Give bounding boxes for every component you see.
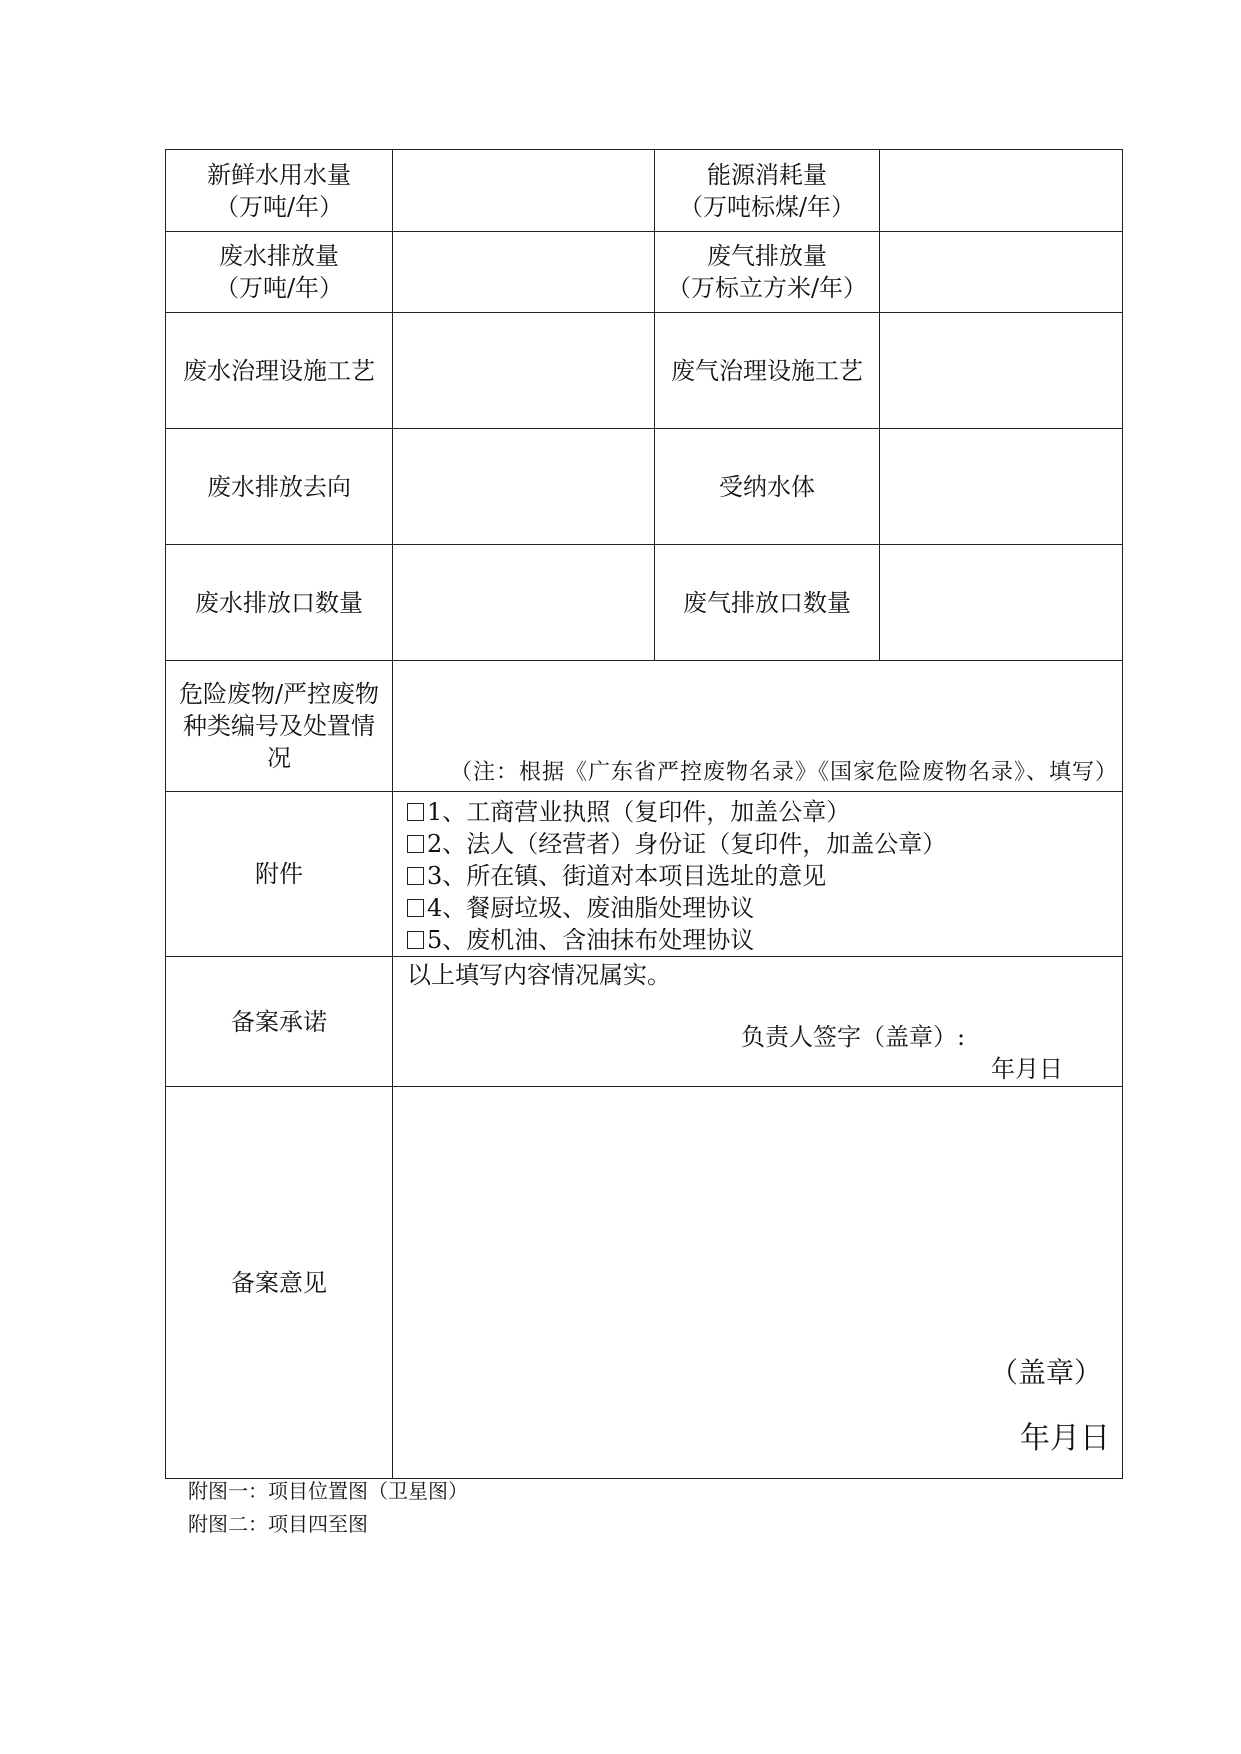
promise-date: 年月日 (991, 1055, 1063, 1083)
filing-promise-cell (393, 957, 1123, 1087)
filing-promise-label: 备案承诺 (166, 957, 393, 1087)
receiving-water-label: 受纳水体 (655, 429, 880, 545)
hazardous-waste-value[interactable] (393, 661, 1123, 792)
waste-gas-discharge-value[interactable] (880, 232, 1123, 313)
attachment-item: 5、废机油、含油抹布处理协议 (407, 924, 1122, 956)
wastewater-process-value[interactable] (393, 313, 655, 429)
waste-gas-discharge-label: 废气排放量 （万标立方米/年） (655, 232, 880, 313)
wastewater-destination-value[interactable] (393, 429, 655, 545)
registration-form-table (165, 149, 1123, 1479)
energy-consumption-value[interactable] (880, 150, 1123, 232)
table-row (166, 313, 1123, 429)
table-row (166, 661, 1123, 792)
appendix-figure-2: 附图二：项目四至图 (188, 1512, 368, 1536)
wastewater-process-label: 废水治理设施工艺 (166, 313, 393, 429)
wastewater-discharge-label: 废水排放量 （万吨/年） (166, 232, 393, 313)
checkbox-icon[interactable] (407, 899, 424, 917)
receiving-water-value[interactable] (880, 429, 1123, 545)
attachments-list (393, 792, 1122, 956)
promise-statement: 以上填写内容情况属实。 (407, 961, 671, 989)
attachment-item: 4、餐厨垃圾、废油脂处理协议 (407, 892, 1122, 924)
checkbox-icon[interactable] (407, 867, 424, 885)
waste-gas-process-label: 废气治理设施工艺 (655, 313, 880, 429)
table-row (166, 429, 1123, 545)
attachment-item: 2、法人（经营者）身份证（复印件，加盖公章） (407, 828, 1122, 860)
hazardous-waste-note: （注：根据《广东省严控废物名录》《国家危险废物名录》、填写） (449, 760, 1118, 785)
appendix-figure-1: 附图一：项目位置图（卫星图） (188, 1479, 468, 1503)
attachments-list-cell (393, 792, 1123, 957)
attachment-item: 3、所在镇、街道对本项目选址的意见 (407, 860, 1122, 892)
fresh-water-value[interactable] (393, 150, 655, 232)
filing-opinion-cell[interactable] (393, 1087, 1123, 1479)
hazardous-waste-label: 危险废物/严控废物 种类编号及处置情 况 (166, 661, 393, 792)
table-row (166, 792, 1123, 957)
table-row (166, 1087, 1123, 1479)
table-row (166, 150, 1123, 232)
opinion-seal: （盖章） (989, 1356, 1102, 1389)
waste-gas-process-value[interactable] (880, 313, 1123, 429)
fresh-water-label: 新鲜水用水量 （万吨/年） (166, 150, 393, 232)
table-row (166, 957, 1123, 1087)
filing-opinion-label: 备案意见 (166, 1087, 393, 1479)
attachments-label: 附件 (166, 792, 393, 957)
wastewater-outlets-value[interactable] (393, 545, 655, 661)
signature-label: 负责人签字（盖章）: (741, 1023, 966, 1051)
waste-gas-outlets-label: 废气排放口数量 (655, 545, 880, 661)
checkbox-icon[interactable] (407, 931, 424, 949)
table-row (166, 545, 1123, 661)
wastewater-destination-label: 废水排放去向 (166, 429, 393, 545)
checkbox-icon[interactable] (407, 803, 424, 821)
attachment-item: 1、工商营业执照（复印件，加盖公章） (407, 796, 1122, 828)
wastewater-outlets-label: 废水排放口数量 (166, 545, 393, 661)
checkbox-icon[interactable] (407, 835, 424, 853)
wastewater-discharge-value[interactable] (393, 232, 655, 313)
opinion-date: 年月日 (1020, 1421, 1110, 1456)
waste-gas-outlets-value[interactable] (880, 545, 1123, 661)
energy-consumption-label: 能源消耗量 （万吨标煤/年） (655, 150, 880, 232)
table-row (166, 232, 1123, 313)
